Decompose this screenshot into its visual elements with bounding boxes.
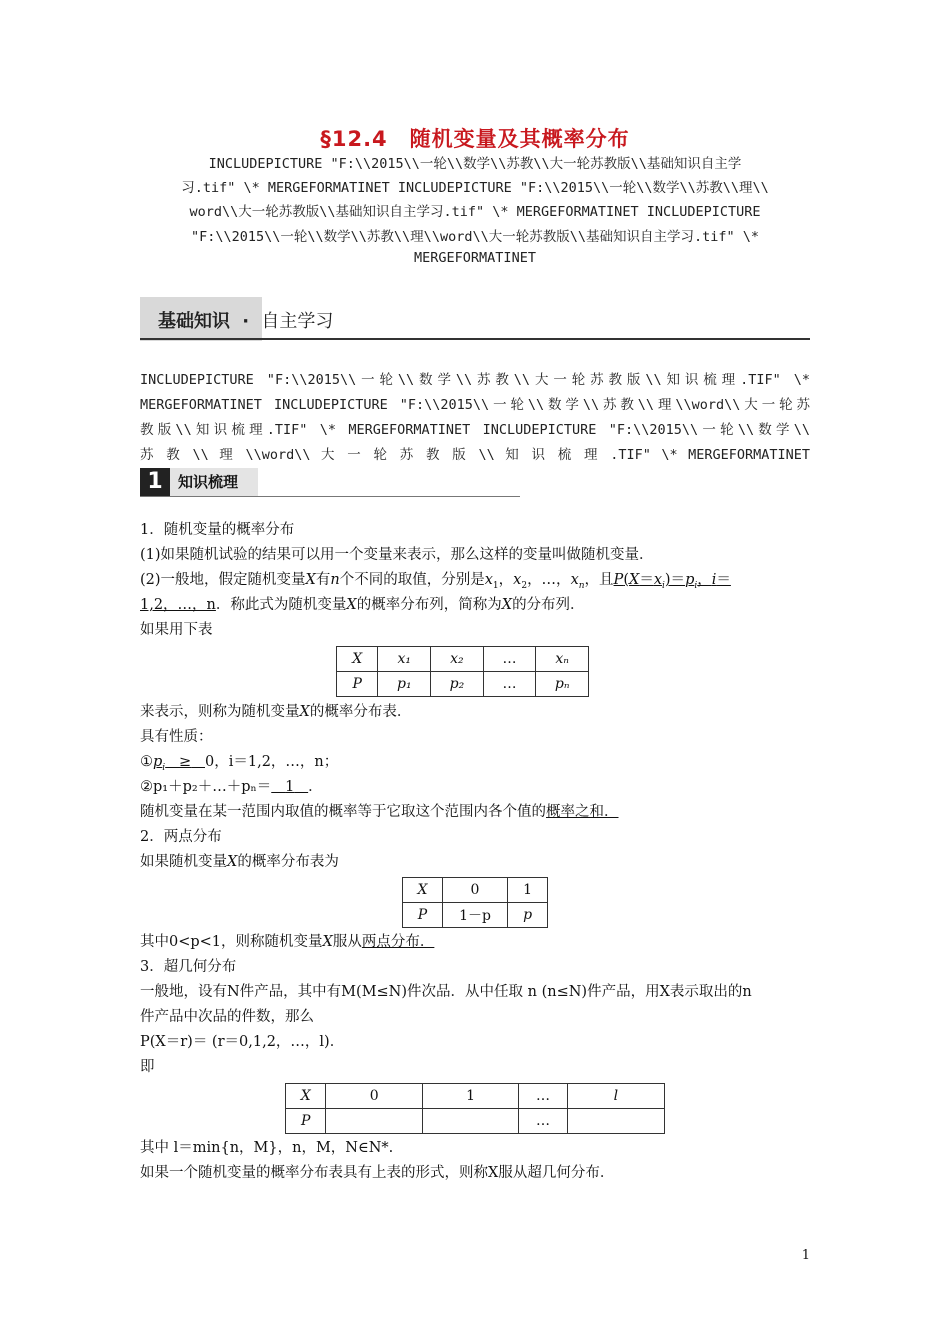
table-row — [286, 1109, 665, 1134]
table-cell: P — [337, 672, 378, 697]
s2-p2: 其中0<p<1，则称随机变量X服从两点分布． — [140, 934, 435, 950]
s1-p7: 随机变量在某一范围内取值的概率等于它取这个范围内各个值的概率之和． — [140, 804, 619, 820]
s3-heading: 3．超几何分布 — [140, 959, 237, 975]
s3-p1: 一般地，设有N件产品，其中有M(M≤N)件次品．从中任取 n (n≤N)件产品，用X表示取出的n — [140, 984, 752, 1000]
field-code-line: INCLUDEPICTURE "F:\\2015\\一轮\\数学\\苏教\\大一轮苏教版\\知识梳理.TIF" \* — [140, 372, 810, 388]
table-row — [403, 903, 548, 928]
table-cell: 1 — [422, 1084, 518, 1109]
page-title: §12.4 随机变量及其概率分布 — [320, 127, 630, 151]
table-cell: x₂ — [431, 647, 484, 672]
table-cell: 1－p — [442, 903, 507, 928]
s1-heading: 1．随机变量的概率分布 — [140, 522, 295, 538]
s1-prop2: ②p₁＋p₂＋…＋pₙ＝ 1 ． — [140, 779, 323, 795]
table-row — [286, 1084, 665, 1109]
table-cell: 0 — [326, 1084, 422, 1109]
s1-p3: 1,2，…，n．称此式为随机变量X的概率分布列，简称为X的分布列． — [140, 597, 585, 613]
field-code-line: word\\大一轮苏教版\\基础知识自主学习.tif" \* MERGEFORMATINET INCLUDEPICTURE — [189, 204, 761, 220]
table-cell: p — [508, 903, 548, 928]
table-cell — [567, 1109, 664, 1134]
banner-sub: 自主学习 — [261, 311, 334, 332]
banner-dot: · — [242, 311, 250, 332]
table-cell: x₁ — [378, 647, 431, 672]
section-rule — [140, 496, 520, 497]
field-code-line: "F:\\2015\\一轮\\数学\\苏教\\理\\word\\大一轮苏教版\\基础知识自主学习.tif" \* — [191, 229, 759, 245]
table-cell — [422, 1109, 518, 1134]
banner-main: 基础知识 — [158, 311, 230, 332]
s1-p4: 如果用下表 — [140, 622, 213, 638]
s2-heading: 2．两点分布 — [140, 829, 222, 845]
s3-p6: 如果一个随机变量的概率分布表具有上表的形式，则称X服从超几何分布． — [140, 1165, 615, 1181]
s1-p2: (2)一般地，假定随机变量X有n个不同的取值，分别是$x_1$，$x_2$，…，$x_n$，且$P(X=x_i)=p_i$，i＝ — [140, 572, 731, 591]
s1-p6: 具有性质： — [140, 729, 213, 745]
field-code-line: 教版\\知识梳理.TIF" \* MERGEFORMATINET INCLUDEPICTURE "F:\\2015\\一轮\\数学\\ — [140, 422, 810, 438]
section-header — [140, 468, 520, 498]
section-number: 1 — [140, 468, 170, 496]
table-cell: X — [286, 1084, 326, 1109]
two-point-table — [402, 877, 548, 928]
s3-p4: 即 — [140, 1059, 155, 1075]
table-cell: X — [403, 878, 443, 903]
table-cell: P — [403, 903, 443, 928]
table-cell: P — [286, 1109, 326, 1134]
distribution-table — [336, 646, 589, 697]
field-code-line: INCLUDEPICTURE "F:\\2015\\一轮\\数学\\苏教\\大一轮苏教版\\基础知识自主学 — [208, 156, 742, 172]
banner-title — [158, 307, 333, 333]
s2-p1: 如果随机变量X的概率分布表为 — [140, 854, 339, 870]
s1-prop1: $①p_i$ ≥ 0，i＝1,2，…，n； — [140, 754, 339, 773]
table-cell: … — [519, 1084, 567, 1109]
table-cell: … — [519, 1109, 567, 1134]
s3-p5: 其中 l＝min{n，M}，n，M，N∈N*. — [140, 1140, 394, 1156]
table-cell: … — [483, 672, 536, 697]
table-cell — [326, 1109, 422, 1134]
table-cell: pₙ — [536, 672, 589, 697]
s3-p3: P(X＝r)＝ (r＝0,1,2，…，l)． — [140, 1034, 345, 1050]
table-row — [403, 878, 548, 903]
hypergeometric-table — [285, 1083, 665, 1134]
field-code-line: 苏 教 \\ 理 \\word\\ 大 一 轮 苏 教 版 \\ 知 识 梳 理 .TIF" \* MERGEFORMATINET — [140, 447, 810, 463]
table-cell: p₁ — [378, 672, 431, 697]
table-row — [337, 647, 589, 672]
page-number: 1 — [801, 1248, 810, 1263]
field-code-line: MERGEFORMATINET — [414, 250, 536, 266]
table-cell: p₂ — [431, 672, 484, 697]
table-row — [337, 672, 589, 697]
section-label: 知识梳理 — [170, 468, 258, 496]
banner-rule — [140, 338, 810, 340]
section-banner — [140, 297, 810, 341]
field-code-line: MERGEFORMATINET INCLUDEPICTURE "F:\\2015\\一轮\\数学\\苏教\\理\\word\\大一轮苏 — [140, 397, 810, 413]
table-cell: X — [337, 647, 378, 672]
s3-p2: 件产品中次品的件数，那么 — [140, 1009, 314, 1025]
table-cell: 1 — [508, 878, 548, 903]
field-code-line: 习.tif" \* MERGEFORMATINET INCLUDEPICTURE "F:\\2015\\一轮\\数学\\苏教\\理\\ — [181, 180, 769, 196]
table-cell: l — [567, 1084, 664, 1109]
s1-p1: (1)如果随机试验的结果可以用一个变量来表示，那么这样的变量叫做随机变量． — [140, 547, 654, 563]
s1-p5: 来表示，则称为随机变量X的概率分布表． — [140, 704, 412, 720]
table-cell: … — [483, 647, 536, 672]
table-cell: 0 — [442, 878, 507, 903]
table-cell: xₙ — [536, 647, 589, 672]
